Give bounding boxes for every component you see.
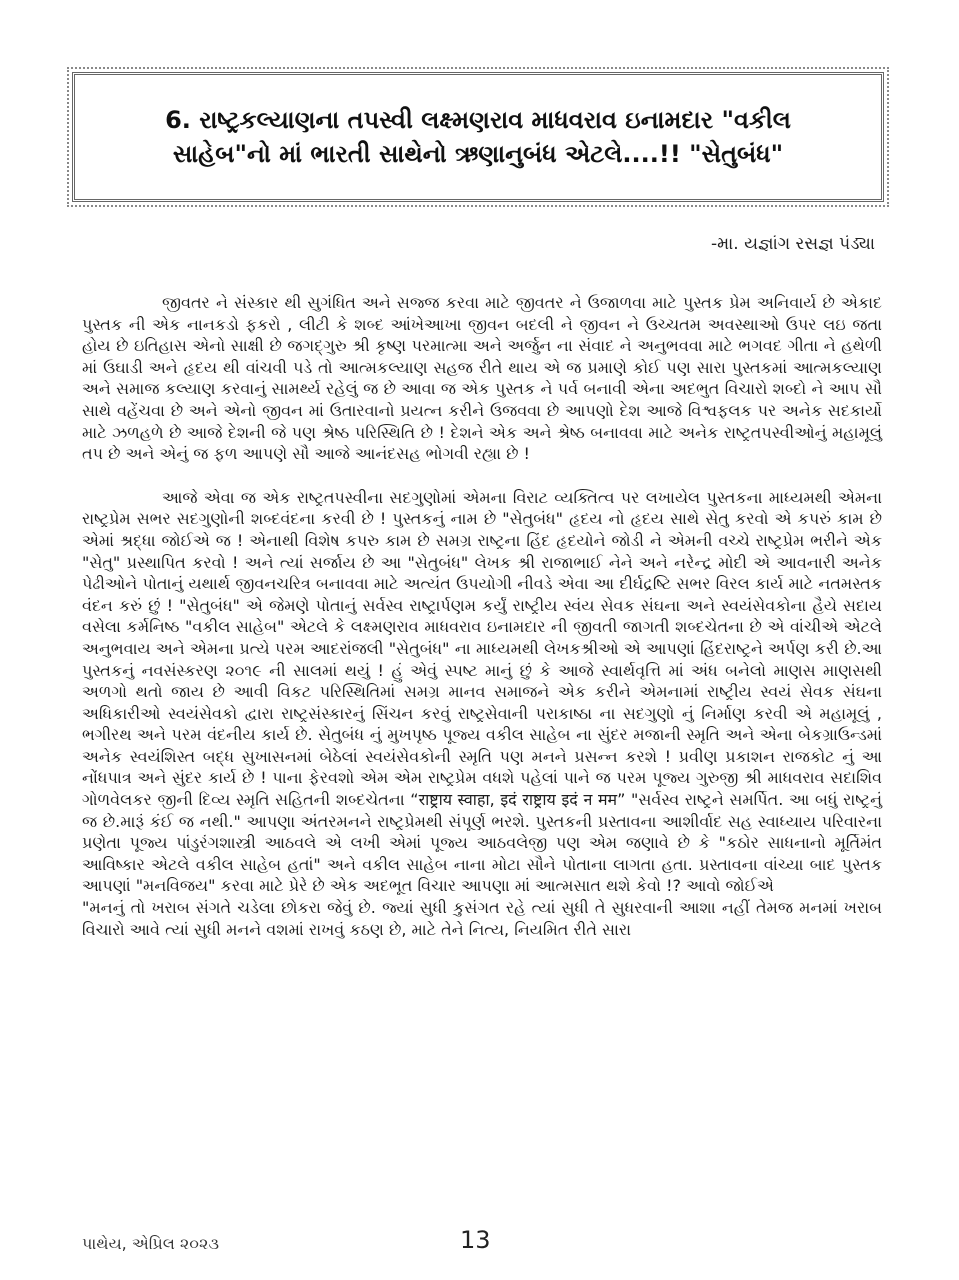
author-byline: -મા. યજ્ઞાંગ રસજ્ઞ પંડ્યા [710, 234, 875, 254]
article-title-line-1: 6. રાષ્ટ્રકલ્યાણના તપસ્વી લક્ષ્મણરાવ માધવરાવ ઇનામદાર "વકીલ [165, 106, 791, 134]
footer-publication: પાથેય, એપ્રિલ ૨૦૨૩ [82, 1234, 219, 1253]
paragraph-1: જીવતર ને સંસ્કાર થી સુગંધિત અને સજ્જ કરવા માટે જીવતર ને ઉજાળવા માટે પુસ્તક પ્રેમ અનિવાર્ય છે એકાદ પુસ્તક ની એક નાનકડો ફકરો , લીટી કે શબ્દ આંખેઆખા જીવન બદલી ને જીવન ને ઉચ્ચતમ અવસ્થાઓ ઉપર લઇ જતા હોય છે ઇતિહાસ એનો સાક્ષી છે જગદ્ગુરુ શ્રી કૃષ્ણ પરમાત્મા અને અર્જુન ના સંવાદ ને અનુભવવા માટે ભગવદ ગીતા ને હથેળી માં ઉઘાડી અને હૃદય થી વાંચવી પડે તો આત્મકલ્યાણ સહજ રીતે થાય એ જ પ્રમાણે કોઈ પણ સારા પુસ્તકમાં આત્મકલ્યાણ અને સમાજ કલ્યાણ કરવાનું સામર્થ્ય રહેલું જ છે આવા જ એક પુસ્તક ને પર્વ બનાવી એના અદભુત વિચારો શબ્દો ને આપ સૌ સાથે વહેંચવા છે અને એનો જીવન માં ઉતારવાનો પ્રયત્ન કરીને ઉજવવા છે આપણો દેશ આજે વિશ્વફલક પર અનેક સદકાર્યો માટે ઝળહળે છે આજે દેશની જે પણ શ્રેષ્ઠ પરિસ્થિતિ છે ! દેશને એક અને શ્રેષ્ઠ બનાવવા માટે અનેક રાષ્ટ્રતપસ્વીઓનું મહામૂલું તપ છે અને એનું જ ફળ આપણે સૌ આજે આનંદસહ ભોગવી રહ્યા છે ! [82, 293, 882, 464]
article-body [82, 292, 882, 940]
paragraph-3: "મનનું તો ખરાબ સંગતે ચડેલા છોકરા જેવું છે. જ્યાં સુધી કુસંગત રહે ત્યાં સુધી તે સુધરવાની આશા નહીં તેમજ મનમાં ખરાબ વિચારો આવે ત્યાં સુધી મનને વશમાં રાખવું કઠણ છે, માટે તેને નિત્ય, નિયમિત રીતે સારા [82, 898, 882, 939]
title-box [72, 72, 884, 202]
paragraph-2: આજે એવા જ એક રાષ્ટ્રતપસ્વીના સદગુણોમાં એમના વિરાટ વ્યક્તિત્વ પર લખાયેલ પુસ્તકના માધ્યમથી એમના રાષ્ટ્રપ્રેમ સભર સદગુણોની શબ્દવંદના કરવી છે ! પુસ્તકનું નામ છે "સેતુબંધ" હૃદય નો હૃદય સાથે સેતુ કરવો એ કપરું કામ છે એમાં શ્રદ્ધા જોઈએ જ ! એનાથી વિશેષ કપરુ કામ છે સમગ્ર રાષ્ટ્રના હિંદ હૃદયોને જોડી ને એમની વચ્ચે રાષ્ટ્રપ્રેમ ભરીને એક "સેતુ" પ્રસ્થાપિત કરવો ! અને ત્યાં સર્જાય છે આ "સેતુબંધ" લેખક શ્રી રાજાભાઈ નેને અને નરેન્દ્ર મોદી એ આવનારી અનેક પેઢીઓને પોતાનું યથાર્થ જીવનચરિત્ર બનાવવા માટે અત્યંત ઉપયોગી નીવડે એવા આ દીર્ઘદ્રષ્ટિ સભર વિરલ કાર્ય માટે નતમસ્તક વંદન કરું છું ! "સેતુબંધ" એ જેમણે પોતાનું સર્વસ્વ રાષ્ટ્રાર્પણમ કર્યું રાષ્ટ્રીય સ્વંય સેવક સંઘના અને સ્વયંસેવકોના હૈયે સદાય વસેલા કર્મનિષ્ઠ "વકીલ સાહેબ" એટલે કે લક્ષ્મણરાવ માધવરાવ ઇનામદાર ની જીવતી જાગતી શબ્દચેતના છે એ વાંચીએ એટલે અનુભવાય અને એમના પ્રત્યે પરમ આદરાંજલી "સેતુબંધ" ના માધ્યમથી લેખકશ્રીઓ એ આપણાં હિંદરાષ્ટ્રને અર્પણ કરી છે.આ પુસ્તકનું નવસંસ્કરણ ૨૦૧૯ ની સાલમાં થયું ! હું એવું સ્પષ્ટ માનું છું કે આજે સ્વાર્થવૃત્તિ માં અંધ બનેલો માણસ માણસથી અળગો થતો જાય છે આવી વિકટ પરિસ્થિતિમાં સમગ્ર માનવ સમાજને એક કરીને એમનામાં રાષ્ટ્રીય સ્વયં સેવક સંઘના અધિકારીઓ સ્વયંસેવકો દ્વારા રાષ્ટ્રસંસ્કારનું સિંચન કરવું રાષ્ટ્રસેવાની પરાકાષ્ઠા ના સદગુણો નું નિર્માણ કરવી એ મહામૂલું , ભગીરથ અને પરમ વંદનીય કાર્ય છે. સેતુબંધ નું મુખપૃષ્ઠ પૂજ્ય વકીલ સાહેબ ના સુંદર મજાની સ્મૃતિ અને એના બેકગ્રાઉન્ડમાં અનેક સ્વયંશિસ્ત બદ્ધ સુખાસનમાં બેઠેલાં સ્વયંસેવકોની સ્મૃતિ પણ મનને પ્રસન્ન કરશે ! પ્રવીણ પ્રકાશન રાજકોટ નું આ નોંધપાત્ર અને સુંદર કાર્ય છે ! પાના ફેરવશો એમ એમ રાષ્ટ્રપ્રેમ વધશે પહેલાં પાને જ પરમ પૂજ્ય ગુરુજી શ્રી માધવરાવ સદાશિવ ગોળવેલકર જીની દિવ્ય સ્મૃતિ સહિતની શબ્દચેતના “राष्ट्राय स्वाहा, इदं राष्ट्राय इदं न मम” "સર્વસ્વ રાષ્ટ્રને સમર્પિત. આ બધું રાષ્ટ્રનું જ છે.મારૂં કંઈ જ નથી." આપણા અંતરમનને રાષ્ટ્રપ્રેમથી સંપૂર્ણ ભરશે. પુસ્તકની પ્રસ્તાવના આશીર્વાદ સહ સ્વાધ્યાય પરિવારના પ્રણેતા પૂજ્ય પાંડુરંગશાસ્ત્રી આઠવલે એ લખી એમાં પૂજ્ય આઠવલેજી પણ એમ જણાવે છે કે "કઠોર સાધનાનો મૂર્તિમંત આવિષ્કાર એટલે વકીલ સાહેબ હતાં" અને વકીલ સાહેબ નાના મોટા સૌને પોતાના લાગતા હતા. પ્રસ્તાવના વાંચ્યા બાદ પુસ્તક આપણાં "મનવિજય" કરવા માટે પ્રેરે છે એક અદભૂત વિચાર આપણા માં આત્મસાત થશે કેવો !? આવો જોઈએ [82, 487, 882, 896]
article-title-line-2: સાહેબ"નો માં ભારતી સાથેનો ઋણાનુબંધ એટલે....!! "સેતુબંધ" [172, 140, 784, 168]
page-number: 13 [460, 1226, 491, 1254]
